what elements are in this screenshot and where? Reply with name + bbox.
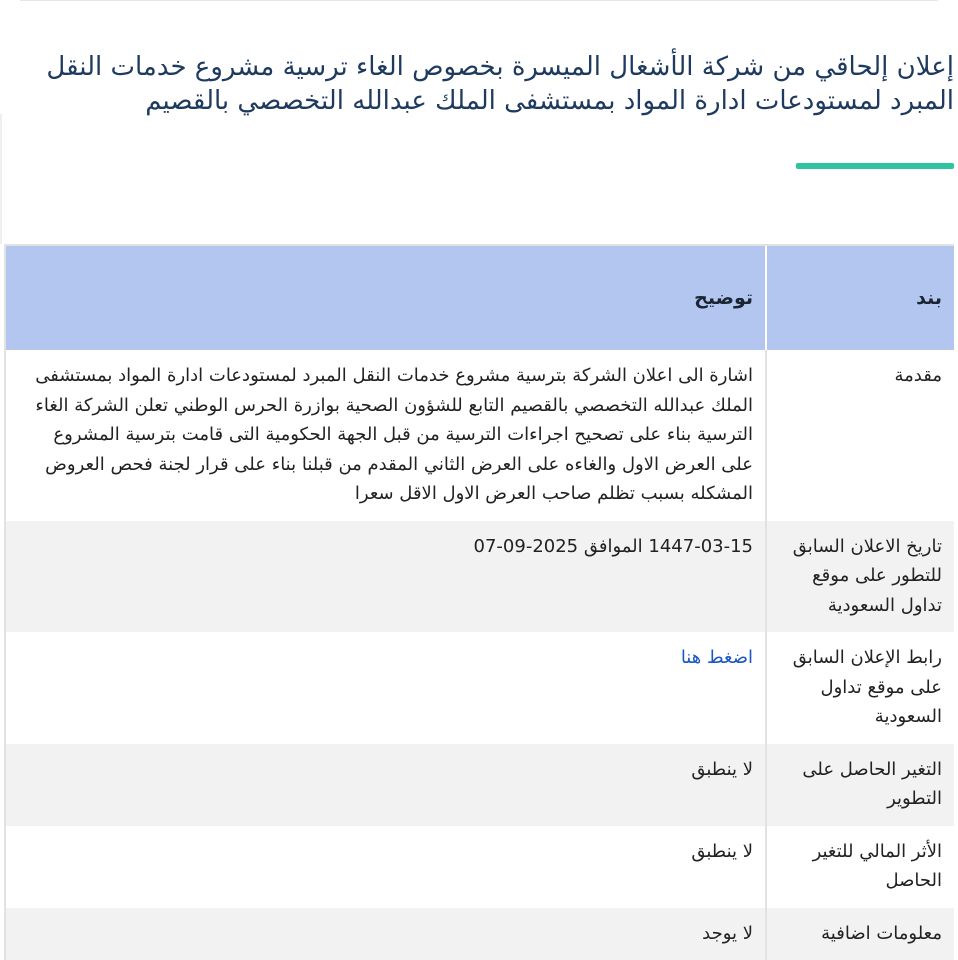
table-row-introduction [6, 350, 954, 521]
row-item-cell: رابط الإعلان السابق على موقع تداول السعودية [766, 632, 954, 744]
row-description-cell: لا ينطبق [6, 826, 766, 908]
details-table [6, 246, 954, 960]
table-row-financial-impact [6, 826, 954, 908]
row-item-cell: الأثر المالي للتغير الحاصل [766, 826, 954, 908]
title-underline [796, 163, 954, 169]
previous-announcement-link[interactable]: اضغط هنا [681, 647, 753, 668]
row-description-cell: 1447-03-15 الموافق 2025-09-07 [6, 521, 766, 633]
announcement-title: إعلان إلحاقي من شركة الأشغال الميسرة بخصوص الغاء ترسية مشروع خدمات النقل المبرد لمستودعات ادارة المواد بمستشفى الملك عبدالله التخصصي بالقصيم [34, 50, 954, 118]
row-item-cell: التغير الحاصل على التطوير [766, 744, 954, 826]
table-row-additional-info [6, 908, 954, 960]
column-header-item: بند [766, 246, 954, 350]
row-description-cell: لا ينطبق [6, 744, 766, 826]
table-row-previous-link [6, 632, 954, 744]
content-edge [0, 114, 2, 244]
title-block [34, 50, 954, 118]
row-description-cell [6, 632, 766, 744]
table-header [6, 246, 954, 350]
table-row-development-change [6, 744, 954, 826]
details-table-wrapper [4, 244, 954, 960]
table-body [6, 350, 954, 960]
row-item-cell: معلومات اضافية [766, 908, 954, 960]
previous-section-edge [20, 0, 938, 1]
row-description-cell: اشارة الى اعلان الشركة بترسية مشروع خدمات النقل المبرد لمستودعات ادارة المواد بمستشفى الملك عبدالله التخصصي بالقصيم التابع للشؤون الصحية بوازرة الحرس الوطني تعلن الشركة الغاء الترسية بناء على تصحيح اجراءات الترسية من قبل الجهة الحكومية التى قامت بترسية المشروع على العرض الاول والغاءه على العرض الثاني المقدم من قبلنا بناء على قرار لجنة فحص العروض المشكله بسبب تظلم صاحب العرض الاول الاقل سعرا [6, 350, 766, 521]
table-header-row [6, 246, 954, 350]
row-item-cell: مقدمة [766, 350, 954, 521]
row-item-cell: تاريخ الاعلان السابق للتطور على موقع تداول السعودية [766, 521, 954, 633]
table-row-previous-date [6, 521, 954, 633]
row-description-cell: لا يوجد [6, 908, 766, 960]
column-header-description: توضيح [6, 246, 766, 350]
